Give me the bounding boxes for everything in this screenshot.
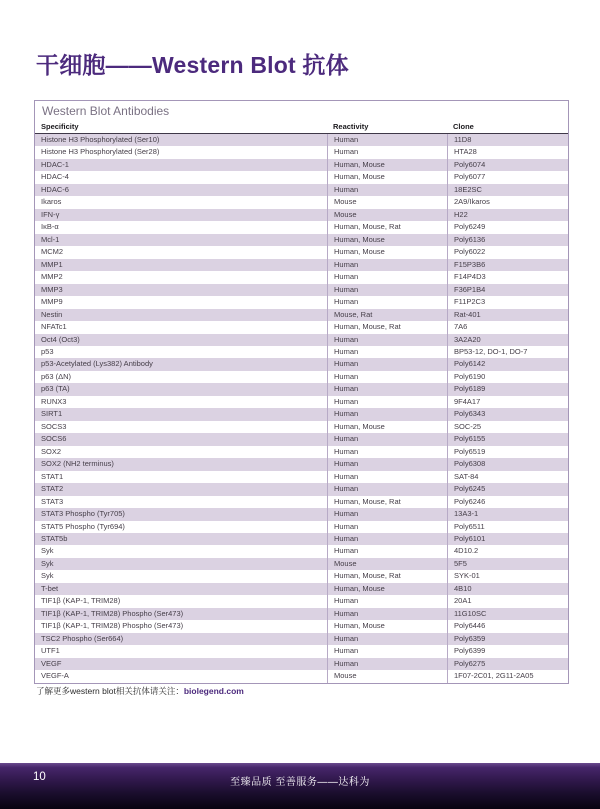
clone-cell: 20A1 (447, 595, 568, 607)
clone-cell: Poly6249 (447, 221, 568, 233)
clone-cell: 11D8 (447, 134, 568, 146)
specificity-cell: MCM2 (41, 247, 64, 257)
clone-cell: Poly6101 (447, 533, 568, 545)
table-title: Western Blot Antibodies (42, 104, 170, 118)
table-row (35, 259, 568, 271)
table-row (35, 184, 568, 196)
specificity-cell: p63 (TA) (41, 384, 70, 394)
specificity-cell: Syk (41, 571, 54, 581)
specificity-cell: TIF1β (KAP-1, TRIM28) Phospho (Ser473) (41, 621, 184, 631)
specificity-cell: VEGF-A (41, 671, 69, 681)
more-info-note (36, 685, 244, 697)
clone-cell: 4D10.2 (447, 545, 568, 557)
table-row (35, 608, 568, 620)
table-row (35, 396, 568, 408)
reactivity-cell: Human (327, 259, 447, 271)
table-row (35, 570, 568, 582)
clone-cell: Poly6077 (447, 171, 568, 183)
biolegend-link[interactable]: biolegend.com (183, 686, 244, 696)
reactivity-cell: Human, Mouse (327, 620, 447, 632)
clone-cell: Poly6359 (447, 633, 568, 645)
table-body (35, 134, 568, 683)
specificity-cell: MMP3 (41, 284, 63, 294)
reactivity-cell: Human (327, 134, 447, 146)
reactivity-cell: Human (327, 334, 447, 346)
reactivity-cell: Human (327, 446, 447, 458)
column-header-specificity: Specificity (41, 122, 79, 131)
clone-cell: F11P2C3 (447, 296, 568, 308)
specificity-cell: p53-Acetylated (Lys382) Antibody (41, 359, 153, 369)
footer-slogan: 至臻品质 至善服务——达科为 (230, 777, 370, 788)
specificity-cell: TIF1β (KAP-1, TRIM28) Phospho (Ser473) (41, 608, 184, 618)
specificity-cell: STAT1 (41, 471, 64, 481)
reactivity-cell: Human, Mouse (327, 159, 447, 171)
clone-cell: Poly6399 (447, 645, 568, 657)
specificity-cell: TIF1β (KAP-1, TRIM28) (41, 596, 121, 606)
reactivity-cell: Human, Mouse (327, 246, 447, 258)
reactivity-cell: Human (327, 296, 447, 308)
table-row (35, 196, 568, 208)
specificity-cell: Syk (41, 558, 54, 568)
reactivity-cell: Human (327, 346, 447, 358)
specificity-cell: MMP2 (41, 272, 63, 282)
reactivity-cell: Human (327, 545, 447, 557)
reactivity-cell: Human (327, 383, 447, 395)
specificity-cell: MMP9 (41, 297, 63, 307)
clone-cell: Poly6245 (447, 483, 568, 495)
table-row (35, 296, 568, 308)
clone-cell: Poly6511 (447, 521, 568, 533)
specificity-cell: STAT5b (41, 534, 68, 543)
reactivity-cell: Mouse (327, 196, 447, 208)
reactivity-cell: Mouse (327, 209, 447, 221)
table-row (35, 583, 568, 595)
specificity-cell: p63 (ΔN) (41, 371, 72, 381)
clone-cell: Poly6446 (447, 620, 568, 632)
clone-cell: 13A3-1 (447, 508, 568, 520)
table-row (35, 508, 568, 520)
table-header-row (35, 121, 568, 134)
table-row (35, 645, 568, 657)
table-row (35, 496, 568, 508)
clone-cell: HTA28 (447, 146, 568, 158)
reactivity-cell: Human, Mouse (327, 421, 447, 433)
clone-cell: 9F4A17 (447, 396, 568, 408)
table-row (35, 309, 568, 321)
specificity-cell: SOX2 (NH2 terminus) (41, 459, 114, 469)
clone-cell: Poly6022 (447, 246, 568, 258)
reactivity-cell: Mouse (327, 558, 447, 570)
clone-cell: F15P3B6 (447, 259, 568, 271)
table-row (35, 408, 568, 420)
specificity-cell: STAT3 Phospho (Tyr705) (41, 509, 125, 519)
table-row (35, 209, 568, 221)
specificity-cell: HDAC-1 (41, 159, 69, 169)
reactivity-cell: Human, Mouse, Rat (327, 321, 447, 333)
clone-cell: 4B10 (447, 583, 568, 595)
table-row (35, 521, 568, 533)
specificity-cell: HDAC-6 (41, 184, 69, 194)
table-row (35, 159, 568, 171)
table-row (35, 595, 568, 607)
reactivity-cell: Human (327, 595, 447, 607)
reactivity-cell: Human (327, 633, 447, 645)
clone-cell: Poly6074 (447, 159, 568, 171)
specificity-cell: Mcl-1 (41, 234, 60, 244)
footer-bar (0, 763, 600, 809)
clone-cell: Poly6189 (447, 383, 568, 395)
table-row (35, 446, 568, 458)
table-row (35, 134, 568, 146)
reactivity-cell: Human (327, 471, 447, 483)
table-row (35, 234, 568, 246)
table-row (35, 458, 568, 470)
clone-cell: 1F07-2C01, 2G11-2A05 (447, 670, 568, 682)
table-row (35, 221, 568, 233)
specificity-cell: MMP1 (41, 259, 63, 269)
clone-cell: Poly6519 (447, 446, 568, 458)
page-number: 10 (33, 771, 46, 783)
specificity-cell: Nestin (41, 309, 63, 319)
table-row (35, 284, 568, 296)
specificity-cell: T-bet (41, 583, 59, 593)
specificity-cell: IFN-γ (41, 209, 60, 219)
reactivity-cell: Human (327, 358, 447, 370)
reactivity-cell: Human (327, 284, 447, 296)
specificity-cell: RUNX3 (41, 396, 67, 406)
reactivity-cell: Human (327, 184, 447, 196)
clone-cell: SYK-01 (447, 570, 568, 582)
reactivity-cell: Human (327, 521, 447, 533)
table-row (35, 433, 568, 445)
reactivity-cell: Human, Mouse (327, 583, 447, 595)
table-row (35, 271, 568, 283)
table-row (35, 171, 568, 183)
reactivity-cell: Human (327, 458, 447, 470)
note-text: 了解更多western blot相关抗体请关注： (36, 686, 184, 696)
specificity-cell: TSC2 Phospho (Ser664) (41, 633, 124, 643)
specificity-cell: Ikaros (41, 197, 62, 207)
clone-cell: Rat-401 (447, 309, 568, 321)
clone-cell: 3A2A20 (447, 334, 568, 346)
table-row (35, 633, 568, 645)
reactivity-cell: Human, Mouse, Rat (327, 221, 447, 233)
reactivity-cell: Human (327, 271, 447, 283)
specificity-cell: Histone H3 Phosphorylated (Ser10) (41, 135, 160, 144)
table-row (35, 620, 568, 632)
table-row (35, 383, 568, 395)
specificity-cell: SOCS6 (41, 434, 67, 444)
clone-cell: 18E2SC (447, 184, 568, 196)
reactivity-cell: Human (327, 645, 447, 657)
table-row (35, 483, 568, 495)
clone-cell: 5F5 (447, 558, 568, 570)
table-row (35, 334, 568, 346)
specificity-cell: Oct4 (Oct3) (41, 334, 80, 344)
table-row (35, 558, 568, 570)
reactivity-cell: Human (327, 146, 447, 158)
specificity-cell: UTF1 (41, 646, 60, 656)
reactivity-cell: Human (327, 408, 447, 420)
clone-cell: 2A9/Ikaros (447, 196, 568, 208)
clone-cell: Poly6246 (447, 496, 568, 508)
page-title: 干细胞——Western Blot 抗体 (36, 52, 349, 78)
clone-cell: Poly6308 (447, 458, 568, 470)
clone-cell: Poly6343 (447, 408, 568, 420)
specificity-cell: STAT2 (41, 484, 64, 494)
reactivity-cell: Human, Mouse, Rat (327, 496, 447, 508)
clone-cell: F14P4D3 (447, 271, 568, 283)
clone-cell: Poly6155 (447, 433, 568, 445)
specificity-cell: VEGF (41, 658, 62, 668)
reactivity-cell: Mouse, Rat (327, 309, 447, 321)
antibody-table (34, 100, 569, 684)
table-row (35, 321, 568, 333)
reactivity-cell: Human (327, 608, 447, 620)
clone-cell: H22 (447, 209, 568, 221)
specificity-cell: STAT5 Phospho (Tyr694) (41, 521, 125, 531)
table-row (35, 246, 568, 258)
clone-cell: 11G10SC (447, 608, 568, 620)
specificity-cell: SIRT1 (41, 409, 63, 419)
table-row (35, 358, 568, 370)
column-header-reactivity: Reactivity (333, 122, 369, 131)
clone-cell: SAT-84 (447, 471, 568, 483)
table-row (35, 545, 568, 557)
table-row (35, 670, 568, 682)
clone-cell: BP53-12, DO-1, DO-7 (447, 346, 568, 358)
clone-cell: Poly6136 (447, 234, 568, 246)
specificity-cell: STAT3 (41, 496, 64, 506)
reactivity-cell: Human, Mouse, Rat (327, 570, 447, 582)
reactivity-cell: Human, Mouse (327, 171, 447, 183)
clone-cell: Poly6275 (447, 658, 568, 670)
table-row (35, 371, 568, 383)
specificity-cell: Syk (41, 546, 54, 556)
reactivity-cell: Human (327, 658, 447, 670)
reactivity-cell: Human (327, 483, 447, 495)
reactivity-cell: Human (327, 396, 447, 408)
column-header-clone: Clone (453, 122, 474, 131)
table-row (35, 471, 568, 483)
reactivity-cell: Human, Mouse (327, 234, 447, 246)
clone-cell: Poly6190 (447, 371, 568, 383)
specificity-cell: p53 (41, 346, 54, 356)
clone-cell: Poly6142 (447, 358, 568, 370)
specificity-cell: NFATc1 (41, 322, 67, 332)
clone-cell: F36P1B4 (447, 284, 568, 296)
reactivity-cell: Mouse (327, 670, 447, 682)
table-row (35, 421, 568, 433)
clone-cell: SOC-25 (447, 421, 568, 433)
clone-cell: 7A6 (447, 321, 568, 333)
table-row (35, 658, 568, 670)
specificity-cell: Histone H3 Phosphorylated (Ser28) (41, 147, 160, 157)
specificity-cell: SOX2 (41, 446, 62, 456)
specificity-cell: SOCS3 (41, 421, 67, 431)
specificity-cell: IκB-α (41, 222, 59, 232)
reactivity-cell: Human (327, 533, 447, 545)
table-row (35, 146, 568, 158)
table-row (35, 346, 568, 358)
specificity-cell: HDAC-4 (41, 172, 69, 182)
reactivity-cell: Human (327, 371, 447, 383)
reactivity-cell: Human (327, 508, 447, 520)
table-row (35, 533, 568, 545)
reactivity-cell: Human (327, 433, 447, 445)
